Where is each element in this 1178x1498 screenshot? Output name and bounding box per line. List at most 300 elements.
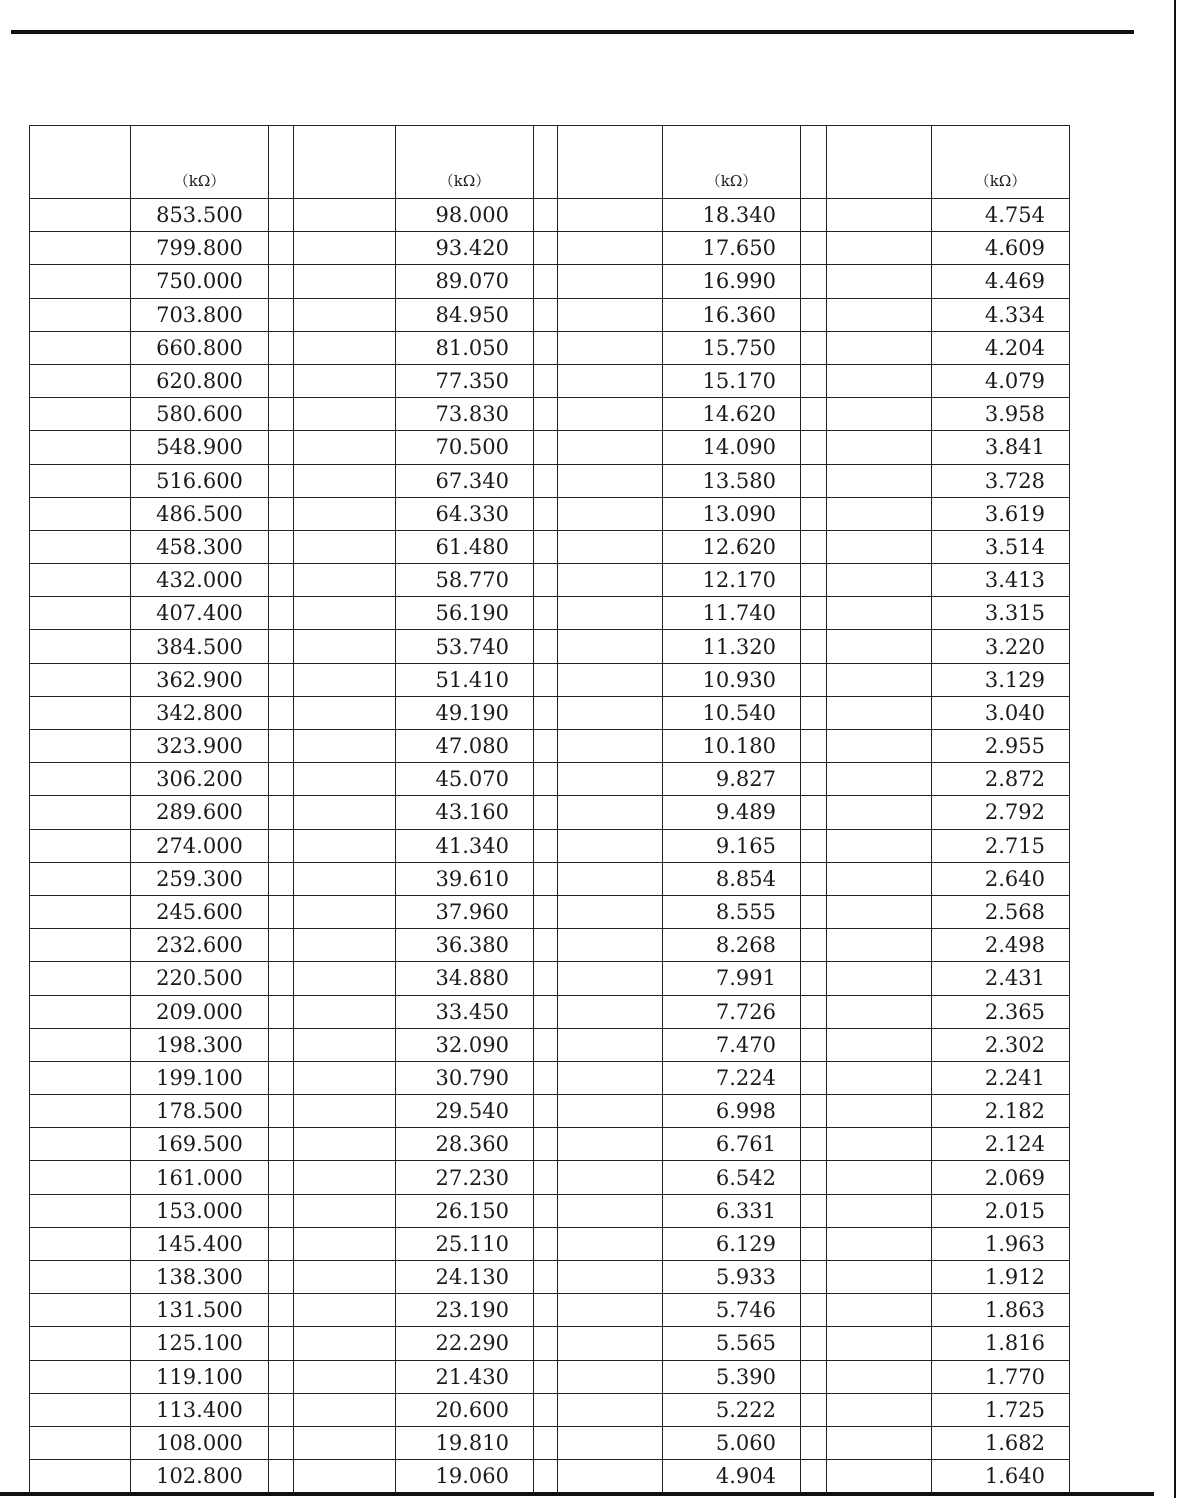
spacer-cell [534, 763, 558, 796]
temperature-cell [558, 763, 663, 796]
resistance-value: 153.000 [131, 1194, 269, 1227]
spacer-cell [269, 995, 294, 1028]
resistance-value: 7.991 [663, 962, 801, 995]
spacer-cell [269, 1294, 294, 1327]
resistance-value: 24.130 [396, 1261, 534, 1294]
spacer-cell [534, 1128, 558, 1161]
spacer-cell [269, 564, 294, 597]
temperature-cell [294, 1327, 396, 1360]
resistance-value: 23.190 [396, 1294, 534, 1327]
temperature-cell [827, 431, 932, 464]
resistance-value: 7.470 [663, 1028, 801, 1061]
temperature-cell [558, 1261, 663, 1294]
spacer-cell [269, 364, 294, 397]
table-row [30, 1360, 1070, 1393]
temperature-cell [558, 663, 663, 696]
header-unit-cell: （kΩ） [663, 126, 801, 199]
temperature-cell [30, 1460, 131, 1493]
top-rule [11, 30, 1134, 34]
temperature-cell [30, 398, 131, 431]
table-row [30, 265, 1070, 298]
resistance-value: 2.431 [932, 962, 1070, 995]
resistance-value: 1.912 [932, 1261, 1070, 1294]
temperature-cell [294, 364, 396, 397]
spacer-cell [534, 1426, 558, 1459]
resistance-value: 39.610 [396, 862, 534, 895]
temperature-cell [558, 895, 663, 928]
spacer-cell [801, 331, 827, 364]
temperature-cell [30, 1028, 131, 1061]
spacer-cell [801, 763, 827, 796]
spacer-cell [534, 1393, 558, 1426]
spacer-cell [269, 796, 294, 829]
header-row [30, 126, 1070, 199]
temperature-cell [30, 962, 131, 995]
spacer-cell [534, 597, 558, 630]
temperature-cell [558, 232, 663, 265]
temperature-cell [294, 1426, 396, 1459]
spacer-cell [269, 126, 294, 199]
temperature-cell [294, 331, 396, 364]
spacer-cell [534, 232, 558, 265]
temperature-cell [30, 232, 131, 265]
table-row [30, 962, 1070, 995]
table-row [30, 1227, 1070, 1260]
temperature-cell [827, 829, 932, 862]
table-row [30, 331, 1070, 364]
resistance-value: 3.728 [932, 464, 1070, 497]
resistance-value: 145.400 [131, 1227, 269, 1260]
temperature-cell [558, 962, 663, 995]
table-row [30, 1128, 1070, 1161]
temperature-cell [30, 1327, 131, 1360]
resistance-value: 274.000 [131, 829, 269, 862]
temperature-cell [827, 1227, 932, 1260]
temperature-cell [558, 1460, 663, 1493]
temperature-cell [558, 398, 663, 431]
spacer-cell [269, 597, 294, 630]
resistance-value: 2.640 [932, 862, 1070, 895]
spacer-cell [801, 1393, 827, 1426]
resistance-value: 4.609 [932, 232, 1070, 265]
spacer-cell [801, 564, 827, 597]
spacer-cell [801, 126, 827, 199]
header-temp-cell [558, 126, 663, 199]
temperature-cell [827, 895, 932, 928]
resistance-value: 37.960 [396, 895, 534, 928]
spacer-cell [534, 398, 558, 431]
resistance-value: 11.320 [663, 630, 801, 663]
temperature-cell [558, 995, 663, 1028]
spacer-cell [534, 962, 558, 995]
resistance-value: 3.514 [932, 530, 1070, 563]
spacer-cell [801, 696, 827, 729]
resistance-value: 5.060 [663, 1426, 801, 1459]
resistance-value: 306.200 [131, 763, 269, 796]
temperature-cell [294, 232, 396, 265]
resistance-value: 28.360 [396, 1128, 534, 1161]
table-row [30, 530, 1070, 563]
temperature-cell [30, 497, 131, 530]
temperature-cell [294, 696, 396, 729]
temperature-cell [827, 1294, 932, 1327]
header-temp-cell [827, 126, 932, 199]
temperature-cell [30, 796, 131, 829]
spacer-cell [534, 730, 558, 763]
table-row [30, 431, 1070, 464]
spacer-cell [269, 431, 294, 464]
resistance-value: 853.500 [131, 199, 269, 232]
resistance-value: 4.754 [932, 199, 1070, 232]
temperature-cell [30, 1161, 131, 1194]
temperature-cell [827, 497, 932, 530]
resistance-value: 41.340 [396, 829, 534, 862]
spacer-cell [269, 398, 294, 431]
temperature-cell [827, 1128, 932, 1161]
spacer-cell [801, 199, 827, 232]
resistance-value: 58.770 [396, 564, 534, 597]
resistance-value: 113.400 [131, 1393, 269, 1426]
resistance-value: 1.770 [932, 1360, 1070, 1393]
resistance-value: 26.150 [396, 1194, 534, 1227]
resistance-value: 516.600 [131, 464, 269, 497]
temperature-cell [827, 530, 932, 563]
spacer-cell [801, 929, 827, 962]
spacer-cell [534, 126, 558, 199]
resistance-value: 4.079 [932, 364, 1070, 397]
temperature-cell [827, 1327, 932, 1360]
right-edge-rule [1174, 0, 1176, 1498]
temperature-cell [294, 1294, 396, 1327]
temperature-cell [294, 730, 396, 763]
temperature-cell [558, 199, 663, 232]
table-row [30, 895, 1070, 928]
resistance-value: 17.650 [663, 232, 801, 265]
header-unit-cell: （kΩ） [396, 126, 534, 199]
spacer-cell [801, 1426, 827, 1459]
resistance-value: 19.810 [396, 1426, 534, 1459]
header-temp-cell [294, 126, 396, 199]
temperature-cell [294, 1061, 396, 1094]
resistance-value: 27.230 [396, 1161, 534, 1194]
resistance-value: 1.863 [932, 1294, 1070, 1327]
table-row [30, 630, 1070, 663]
spacer-cell [269, 1061, 294, 1094]
resistance-value: 3.040 [932, 696, 1070, 729]
spacer-cell [269, 1360, 294, 1393]
temperature-cell [558, 1194, 663, 1227]
resistance-table [29, 125, 1070, 1493]
table-row [30, 829, 1070, 862]
temperature-cell [294, 265, 396, 298]
temperature-cell [558, 1227, 663, 1260]
spacer-cell [269, 1227, 294, 1260]
spacer-cell [801, 1360, 827, 1393]
resistance-value: 1.816 [932, 1327, 1070, 1360]
resistance-value: 245.600 [131, 895, 269, 928]
table-body [30, 126, 1070, 1493]
temperature-cell [827, 398, 932, 431]
temperature-cell [827, 730, 932, 763]
spacer-cell [534, 829, 558, 862]
temperature-cell [827, 1393, 932, 1426]
table-row [30, 1460, 1070, 1493]
spacer-cell [534, 464, 558, 497]
temperature-cell [30, 929, 131, 962]
temperature-cell [294, 564, 396, 597]
temperature-cell [30, 1128, 131, 1161]
resistance-value: 61.480 [396, 530, 534, 563]
spacer-cell [801, 1095, 827, 1128]
temperature-cell [294, 1095, 396, 1128]
temperature-cell [30, 597, 131, 630]
spacer-cell [801, 796, 827, 829]
table-row [30, 929, 1070, 962]
spacer-cell [269, 530, 294, 563]
resistance-value: 5.746 [663, 1294, 801, 1327]
spacer-cell [269, 1460, 294, 1493]
resistance-value: 7.726 [663, 995, 801, 1028]
table-row [30, 1161, 1070, 1194]
resistance-value: 102.800 [131, 1460, 269, 1493]
resistance-value: 73.830 [396, 398, 534, 431]
spacer-cell [534, 564, 558, 597]
spacer-cell [269, 232, 294, 265]
table-row [30, 597, 1070, 630]
resistance-value: 53.740 [396, 630, 534, 663]
resistance-value: 2.715 [932, 829, 1070, 862]
temperature-cell [827, 929, 932, 962]
resistance-value: 81.050 [396, 331, 534, 364]
resistance-value: 138.300 [131, 1261, 269, 1294]
temperature-cell [827, 265, 932, 298]
temperature-cell [30, 829, 131, 862]
spacer-cell [534, 1227, 558, 1260]
temperature-cell [827, 995, 932, 1028]
temperature-cell [294, 1128, 396, 1161]
spacer-cell [534, 364, 558, 397]
temperature-cell [294, 398, 396, 431]
temperature-cell [558, 1360, 663, 1393]
temperature-cell [294, 1227, 396, 1260]
temperature-cell [30, 1095, 131, 1128]
resistance-value: 2.955 [932, 730, 1070, 763]
spacer-cell [534, 929, 558, 962]
table-row [30, 1393, 1070, 1426]
spacer-cell [801, 497, 827, 530]
spacer-cell [534, 895, 558, 928]
temperature-cell [30, 995, 131, 1028]
temperature-cell [294, 796, 396, 829]
resistance-value: 29.540 [396, 1095, 534, 1128]
temperature-cell [827, 962, 932, 995]
resistance-value: 6.331 [663, 1194, 801, 1227]
temperature-cell [30, 265, 131, 298]
resistance-value: 259.300 [131, 862, 269, 895]
temperature-cell [827, 1360, 932, 1393]
temperature-cell [30, 1061, 131, 1094]
spacer-cell [801, 829, 827, 862]
spacer-cell [269, 464, 294, 497]
temperature-cell [558, 829, 663, 862]
spacer-cell [801, 1194, 827, 1227]
resistance-value: 232.600 [131, 929, 269, 962]
table-row [30, 1061, 1070, 1094]
resistance-value: 33.450 [396, 995, 534, 1028]
temperature-cell [558, 497, 663, 530]
temperature-cell [30, 763, 131, 796]
resistance-value: 458.300 [131, 530, 269, 563]
temperature-cell [558, 1095, 663, 1128]
temperature-cell [827, 564, 932, 597]
temperature-cell [30, 663, 131, 696]
spacer-cell [534, 995, 558, 1028]
spacer-cell [269, 1128, 294, 1161]
resistance-value: 5.565 [663, 1327, 801, 1360]
spacer-cell [534, 199, 558, 232]
resistance-value: 2.568 [932, 895, 1070, 928]
resistance-value: 125.100 [131, 1327, 269, 1360]
temperature-cell [558, 530, 663, 563]
spacer-cell [269, 1327, 294, 1360]
bottom-rule [0, 1492, 1154, 1496]
resistance-value: 2.302 [932, 1028, 1070, 1061]
spacer-cell [801, 232, 827, 265]
temperature-cell [827, 298, 932, 331]
spacer-cell [534, 1061, 558, 1094]
spacer-cell [269, 1426, 294, 1459]
resistance-value: 750.000 [131, 265, 269, 298]
temperature-cell [30, 1393, 131, 1426]
temperature-cell [827, 763, 932, 796]
temperature-cell [294, 1194, 396, 1227]
table-row [30, 796, 1070, 829]
temperature-cell [294, 862, 396, 895]
temperature-cell [558, 431, 663, 464]
spacer-cell [534, 530, 558, 563]
temperature-cell [827, 1460, 932, 1493]
temperature-cell [30, 530, 131, 563]
temperature-cell [294, 530, 396, 563]
temperature-cell [558, 1128, 663, 1161]
resistance-value: 36.380 [396, 929, 534, 962]
resistance-value: 5.933 [663, 1261, 801, 1294]
spacer-cell [534, 1360, 558, 1393]
temperature-cell [294, 298, 396, 331]
temperature-cell [294, 497, 396, 530]
table-row [30, 663, 1070, 696]
spacer-cell [269, 265, 294, 298]
temperature-cell [558, 1061, 663, 1094]
resistance-value: 89.070 [396, 265, 534, 298]
spacer-cell [801, 1327, 827, 1360]
table-row [30, 995, 1070, 1028]
spacer-cell [534, 696, 558, 729]
resistance-value: 10.180 [663, 730, 801, 763]
temperature-cell [558, 929, 663, 962]
table-row [30, 298, 1070, 331]
resistance-value: 220.500 [131, 962, 269, 995]
temperature-cell [827, 862, 932, 895]
temperature-cell [827, 663, 932, 696]
resistance-value: 8.555 [663, 895, 801, 928]
spacer-cell [534, 298, 558, 331]
resistance-value: 9.489 [663, 796, 801, 829]
resistance-value: 4.469 [932, 265, 1070, 298]
spacer-cell [801, 1061, 827, 1094]
spacer-cell [269, 862, 294, 895]
temperature-cell [294, 962, 396, 995]
resistance-value: 119.100 [131, 1360, 269, 1393]
temperature-cell [30, 464, 131, 497]
resistance-value: 1.640 [932, 1460, 1070, 1493]
temperature-cell [827, 232, 932, 265]
resistance-value: 5.222 [663, 1393, 801, 1426]
spacer-cell [534, 1194, 558, 1227]
header-unit-cell: （kΩ） [932, 126, 1070, 199]
spacer-cell [269, 497, 294, 530]
resistance-value: 7.224 [663, 1061, 801, 1094]
resistance-value: 620.800 [131, 364, 269, 397]
resistance-value: 22.290 [396, 1327, 534, 1360]
spacer-cell [269, 1161, 294, 1194]
resistance-value: 178.500 [131, 1095, 269, 1128]
temperature-cell [558, 1426, 663, 1459]
resistance-value: 199.100 [131, 1061, 269, 1094]
temperature-cell [294, 895, 396, 928]
temperature-cell [558, 696, 663, 729]
temperature-cell [30, 364, 131, 397]
temperature-cell [827, 1161, 932, 1194]
resistance-value: 18.340 [663, 199, 801, 232]
temperature-cell [558, 1294, 663, 1327]
table-row [30, 199, 1070, 232]
spacer-cell [801, 730, 827, 763]
temperature-cell [294, 464, 396, 497]
resistance-value: 1.725 [932, 1393, 1070, 1426]
table-row [30, 464, 1070, 497]
temperature-cell [558, 1327, 663, 1360]
resistance-value: 4.904 [663, 1460, 801, 1493]
resistance-value: 16.990 [663, 265, 801, 298]
resistance-value: 2.872 [932, 763, 1070, 796]
resistance-value: 362.900 [131, 663, 269, 696]
resistance-value: 3.220 [932, 630, 1070, 663]
resistance-value: 47.080 [396, 730, 534, 763]
resistance-value: 3.129 [932, 663, 1070, 696]
resistance-value: 3.315 [932, 597, 1070, 630]
resistance-value: 548.900 [131, 431, 269, 464]
resistance-value: 8.854 [663, 862, 801, 895]
spacer-cell [269, 763, 294, 796]
resistance-value: 14.090 [663, 431, 801, 464]
temperature-cell [558, 862, 663, 895]
table-row [30, 232, 1070, 265]
resistance-value: 15.170 [663, 364, 801, 397]
spacer-cell [801, 364, 827, 397]
spacer-cell [269, 1028, 294, 1061]
spacer-cell [801, 962, 827, 995]
resistance-value: 34.880 [396, 962, 534, 995]
spacer-cell [534, 862, 558, 895]
resistance-value: 12.620 [663, 530, 801, 563]
resistance-value: 77.350 [396, 364, 534, 397]
resistance-value: 2.015 [932, 1194, 1070, 1227]
header-unit-cell: （kΩ） [131, 126, 269, 199]
resistance-value: 14.620 [663, 398, 801, 431]
temperature-cell [294, 431, 396, 464]
spacer-cell [801, 398, 827, 431]
